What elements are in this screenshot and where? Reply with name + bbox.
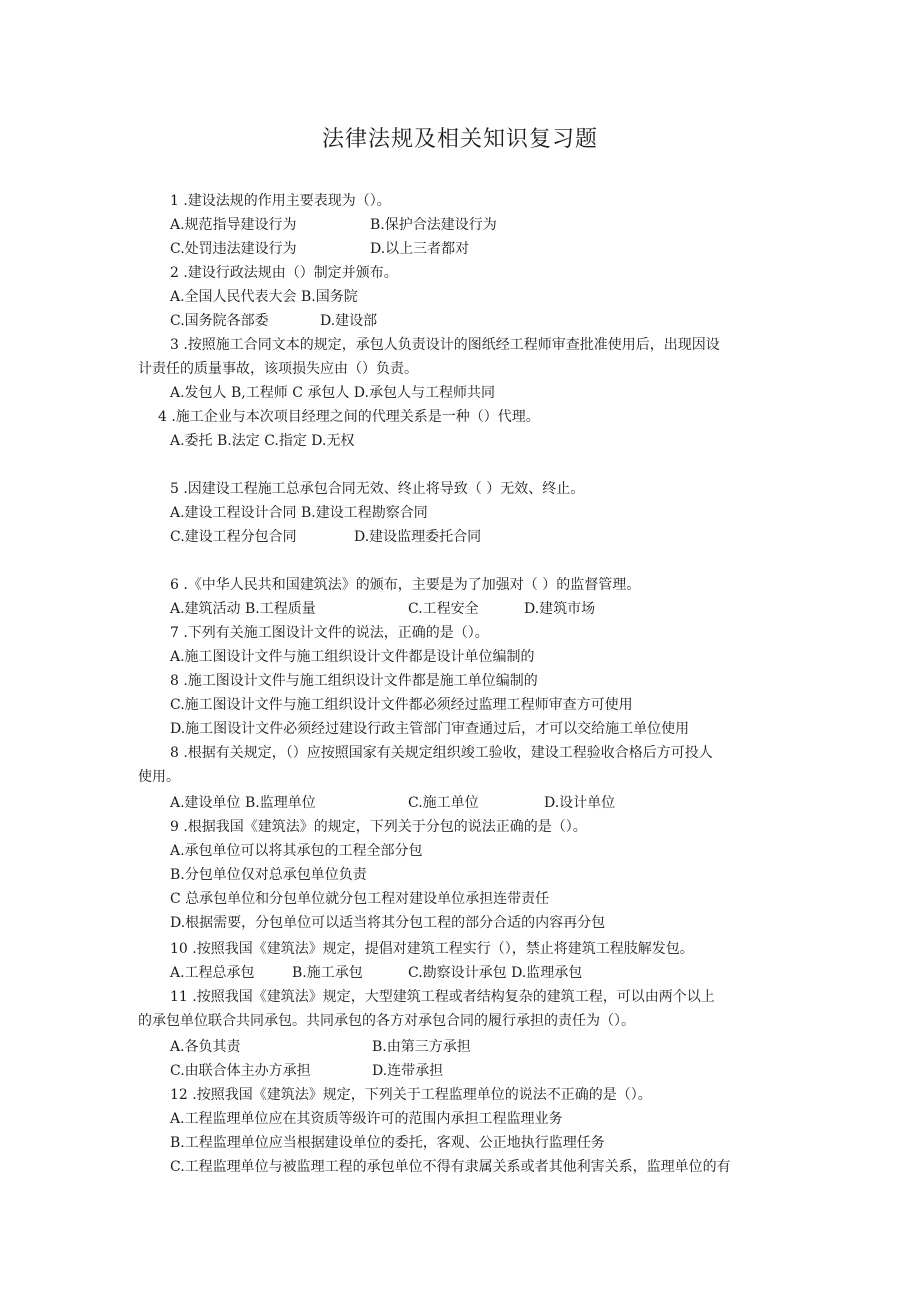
option-text: C.处罚违法建设行为 [170, 241, 297, 257]
option-text: D.建筑市场 [524, 601, 596, 617]
text-line: 3 .按照施工合同文本的规定，承包人负责设计的图纸经工程师审查批准使用后，出现因设 [170, 337, 720, 353]
option-text: D.连带承担 [372, 1063, 444, 1079]
option-text: D.建设部 [320, 313, 378, 329]
option-text: A.建设单位 B.监理单位 [170, 795, 316, 811]
text-line: 1 .建设法规的作用主要表现为（）。 [170, 193, 391, 209]
text-line: A.发包人 B,工程师 C 承包人 D.承包人与工程师共同 [170, 385, 495, 401]
option-text: A.各负其责 [170, 1039, 241, 1055]
text-line: 5 .因建设工程施工总承包合同无效、终止将导致（ ）无效、终止。 [170, 481, 585, 497]
option-text: C.工程安全 [408, 601, 479, 617]
text-line: 8 .根据有关规定，（）应按照国家有关规定组织竣工验收，建设工程验收合格后方可投人 [170, 745, 713, 761]
text-line: 4 .施工企业与本次项目经理之间的代理关系是一种（）代理。 [158, 409, 540, 425]
option-text: C.建设工程分包合同 [170, 529, 297, 545]
text-line: 2 .建设行政法规由（）制定并颁布。 [170, 265, 398, 281]
option-text: B.施工承包 [292, 965, 363, 981]
text-line: 使用。 [138, 769, 180, 785]
text-line: C.施工图设计文件与施工组织设计文件都必须经过监理工程师审查方可使用 [170, 697, 633, 713]
text-line: B.分包单位仅对总承包单位负责 [170, 867, 367, 883]
option-text: B.保护合法建设行为 [370, 217, 497, 233]
option-text: C.勘察设计承包 D.监理承包 [408, 965, 583, 981]
text-line: 的承包单位联合共同承包。共同承包的各方对承包合同的履行承担的责任为（）。 [138, 1013, 635, 1029]
option-text: B.由第三方承担 [372, 1039, 471, 1055]
option-text: C.国务院各部委 [170, 313, 269, 329]
text-line: A.全国人民代表大会 B.国务院 [170, 289, 358, 305]
option-text: A.建筑活动 B.工程质量 [170, 601, 316, 617]
text-line: B.工程监理单位应当根据建设单位的委托，客观、公正地执行监理任务 [170, 1135, 605, 1151]
text-line: A.施工图设计文件与施工组织设计文件都是设计单位编制的 [170, 649, 535, 665]
text-line: 10 .按照我国《建筑法》规定，提倡对建筑工程实行（），禁止将建筑工程肢解发包。 [170, 941, 694, 957]
option-text: C.由联合体主办方承担 [170, 1063, 311, 1079]
option-text: D.以上三者都对 [370, 241, 470, 257]
page-title: 法律法规及相关知识复习题 [321, 127, 598, 152]
option-text: A.工程总承包 [170, 965, 255, 981]
text-line: 计责任的质量事故，该项损失应由（）负责。 [138, 361, 418, 377]
text-line: C.工程监理单位与被监理工程的承包单位不得有隶属关系或者其他利害关系，监理单位的有 [170, 1159, 731, 1175]
option-text: D.设计单位 [544, 795, 616, 811]
text-line: 7 .下列有关施工图设计文件的说法，正确的是（）。 [170, 625, 489, 641]
option-text: D.建设监理委托合同 [354, 529, 482, 545]
text-line: A.建设工程设计合同 B.建设工程勘察合同 [170, 505, 428, 521]
text-line: A.承包单位可以将其承包的工程全部分包 [170, 843, 423, 859]
text-line: 9 .根据我国《建筑法》的规定，下列关于分包的说法正确的是（）。 [170, 819, 587, 835]
option-text: A.规范指导建设行为 [170, 217, 297, 233]
text-line: A.工程监理单位应在其资质等级许可的范围内承担工程监理业务 [170, 1111, 563, 1127]
text-line: D.施工图设计文件必须经过建设行政主管部门审查通过后，才可以交给施工单位使用 [170, 721, 690, 737]
text-line: 11 .按照我国《建筑法》规定，大型建筑工程或者结构复杂的建筑工程，可以由两个以上 [170, 989, 715, 1005]
text-line: D.根据需要，分包单位可以适当将其分包工程的部分合适的内容再分包 [170, 915, 606, 931]
option-text: C.施工单位 [408, 795, 479, 811]
text-line: A.委托 B.法定 C.指定 D.无权 [170, 433, 355, 449]
text-line: 6 .《中华人民共和国建筑法》的颁布，主要是为了加强对（ ）的监督管理。 [170, 577, 641, 593]
text-line: 8 .施工图设计文件与施工组织设计文件都是施工单位编制的 [170, 673, 538, 689]
text-line: C 总承包单位和分包单位就分包工程对建设单位承担连带责任 [170, 891, 550, 907]
text-line: 12 .按照我国《建筑法》规定，下列关于工程监理单位的说法不正确的是（）。 [170, 1087, 652, 1103]
